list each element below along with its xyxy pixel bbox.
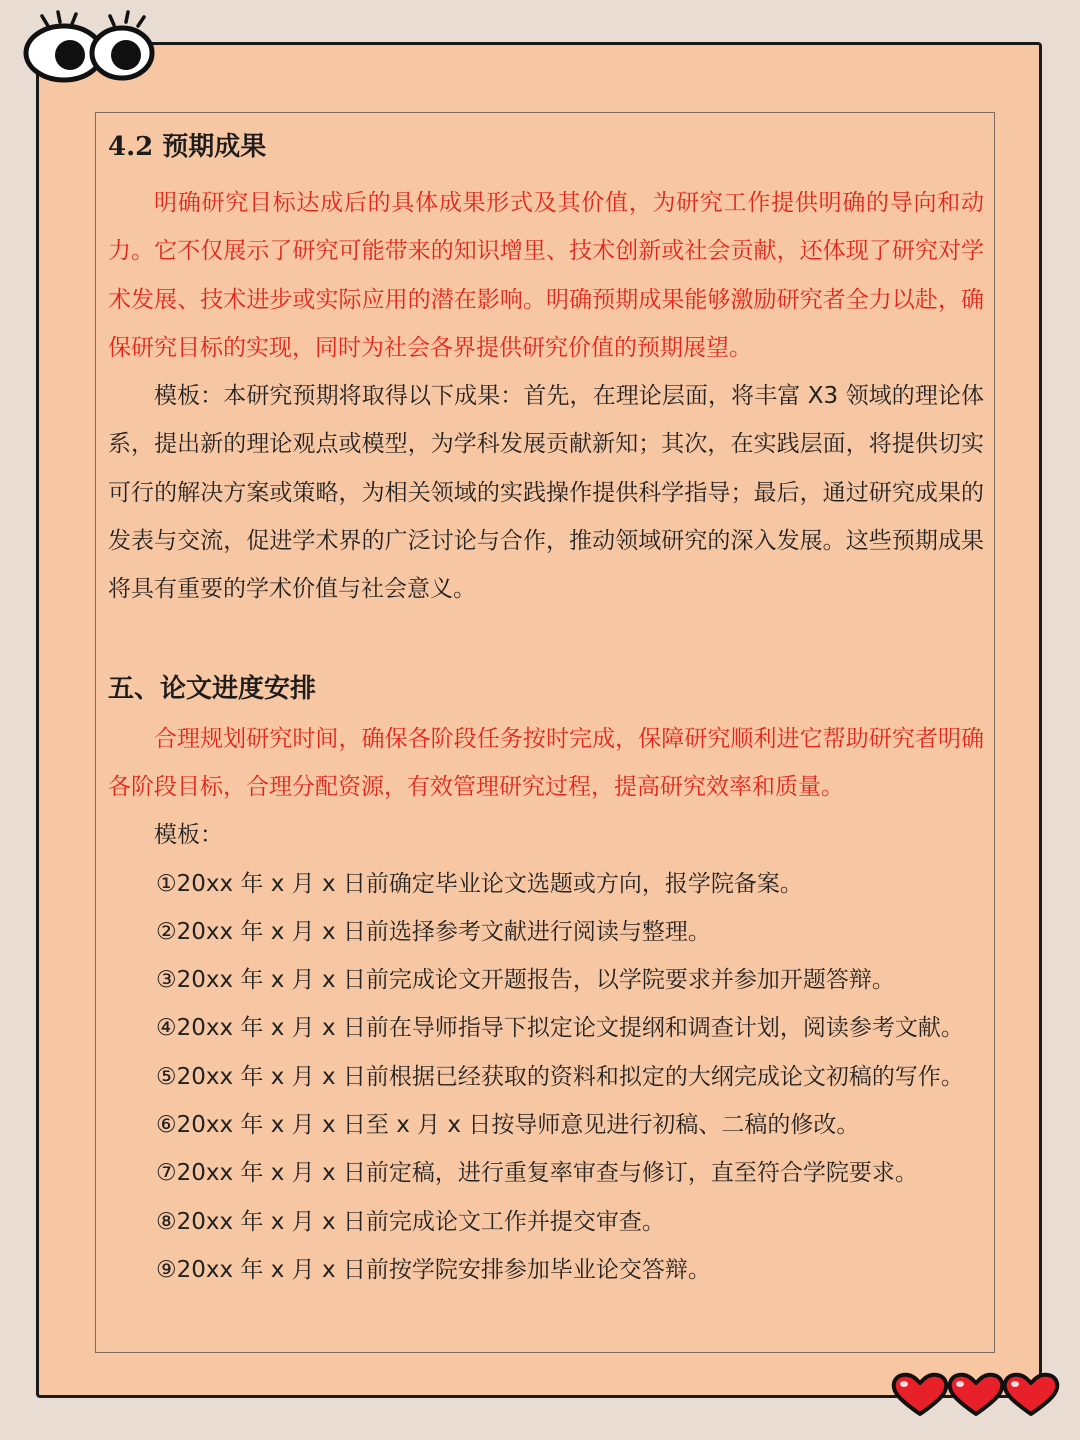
section-4-2-template: 模板：本研究预期将取得以下成果：首先，在理论层面，将丰富 X3 领域的理论体系，提出新的理论观点或模型，为学科发展贡献新知；其次，在实践层面，将提供切实可行的解决方案或策略，为相关领域的实践操作提供科学指导；最后，通过研究成果的发表与交流，促进学术界的广泛讨论与合作，推动领域研究的深入发展。这些预期成果将具有重要的学术价值与社会意义。 xyxy=(108,383,984,603)
section-5-intro: 合理规划研究时间，确保各阶段任务按时完成，保障研究顺利进它帮助研究者明确各阶段目标，合理分配资源，有效管理研究过程，提高研究效率和质量。 xyxy=(108,725,984,800)
section-4-2-intro: 明确研究目标达成后的具体成果形式及其价值，为研究工作提供明确的导向和动力。它不仅展示了研究可能带来的知识增里、技术创新或社会贡献，还体现了研究对学术发展、技术进步或实际应用的潜在影响。明确预期成果能够激励研究者全力以赴，确保研究目标的实现，同时为社会各界提供研究价值的预期展望。 xyxy=(108,190,984,361)
schedule-item-1: ①20xx 年 x 月 x 日前确定毕业论文选题或方向，报学院备案。 xyxy=(156,870,803,897)
cartoon-eyes-icon xyxy=(18,8,158,88)
section-5-template-label: 模板： xyxy=(154,822,223,849)
three-hearts-icon xyxy=(890,1370,1062,1420)
schedule-list xyxy=(108,860,984,1295)
schedule-item-7: ⑦20xx 年 x 月 x 日前定稿，进行重复率审查与修订，直至符合学院要求。 xyxy=(156,1160,918,1187)
schedule-item-4: ④20xx 年 x 月 x 日前在导师指导下拟定论文提纲和调查计划，阅读参考文献。 xyxy=(156,1015,964,1042)
schedule-item-8: ⑧20xx 年 x 月 x 日前完成论文工作并提交审查。 xyxy=(156,1208,665,1235)
schedule-item-2: ②20xx 年 x 月 x 日前选择参考文献进行阅读与整理。 xyxy=(156,918,711,945)
schedule-item-9: ⑨20xx 年 x 月 x 日前按学院安排参加毕业论交答辩。 xyxy=(156,1256,711,1283)
document-content xyxy=(108,125,984,1294)
schedule-item-3: ③20xx 年 x 月 x 日前完成论文开题报告，以学院要求并参加开题答辩。 xyxy=(156,967,895,994)
schedule-item-5: ⑤20xx 年 x 月 x 日前根据已经获取的资料和拟定的大纲完成论文初稿的写作。 xyxy=(156,1063,964,1090)
schedule-item-6: ⑥20xx 年 x 月 x 日至 x 月 x 日按导师意见进行初稿、二稿的修改。 xyxy=(156,1112,860,1139)
section-heading-5: 五、论文进度安排 xyxy=(108,673,317,704)
section-heading-4-2: 4.2 预期成果 xyxy=(108,132,267,162)
